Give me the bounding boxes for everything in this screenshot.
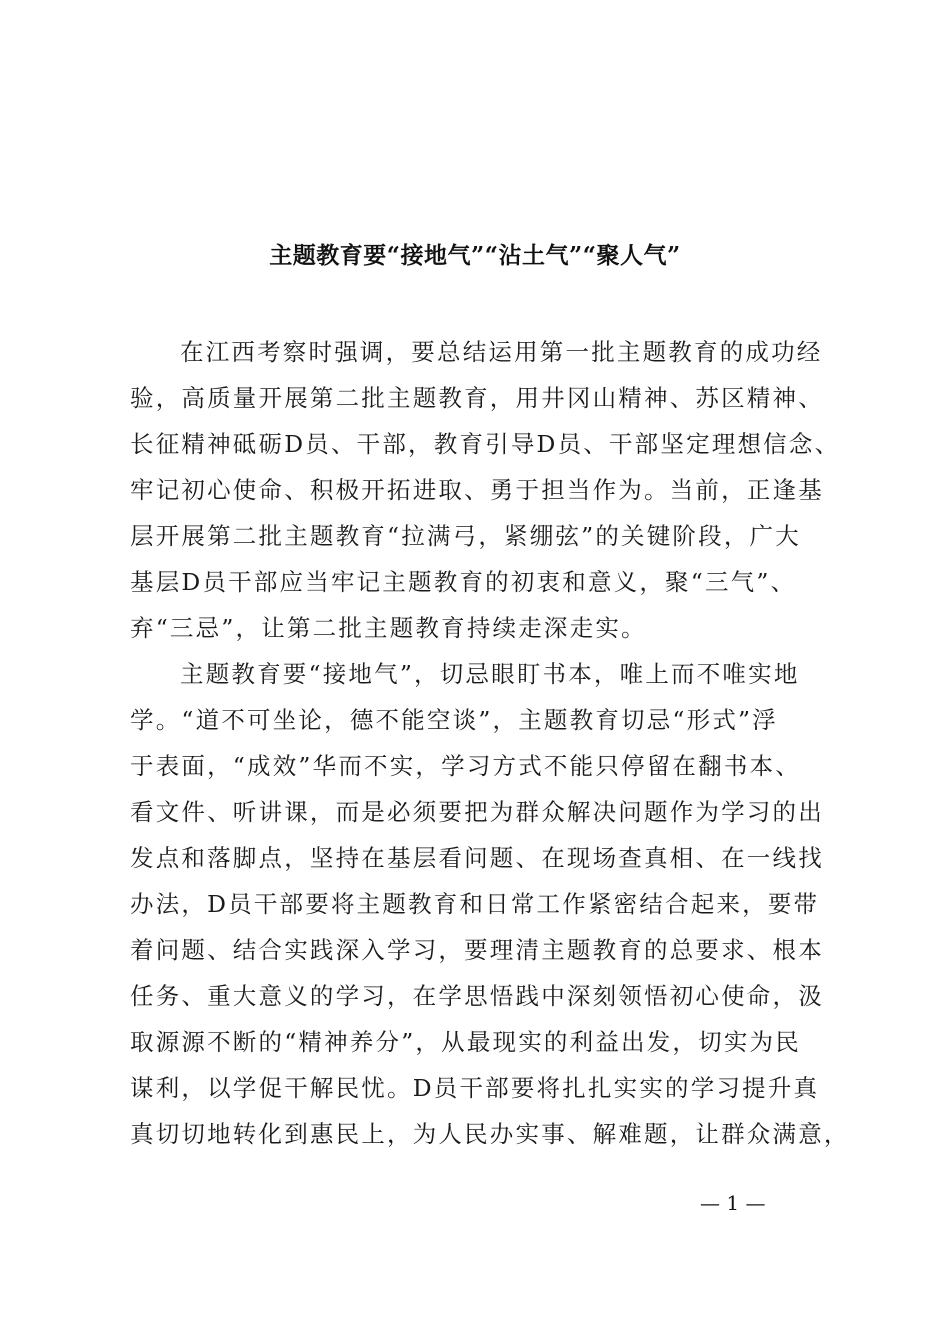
body-line: 长征精神砥砺D员、干部，教育引导D员、干部坚定理想信念、 <box>130 430 841 458</box>
body-line: 发点和落脚点，坚持在基层看问题、在现场查真相、在一线找 <box>130 844 824 872</box>
body-line: 办法，D员干部要将主题教育和日常工作紧密结合起来，要带 <box>130 890 820 918</box>
document-body <box>130 333 850 1161</box>
body-line: 真切切地转化到惠民上，为人民办实事、解难题，让群众满意， <box>130 1120 850 1148</box>
body-line: 看文件、听讲课，而是必须要把为群众解决问题作为学习的出 <box>130 798 824 826</box>
body-line: 谋利，以学促干解民忧。D员干部要将扎扎实实的学习提升真 <box>130 1074 820 1102</box>
body-line: 验，高质量开展第二批主题教育，用井冈山精神、苏区精神、 <box>130 384 824 412</box>
page-number: — 1 — <box>700 1191 766 1215</box>
body-line: 着问题、结合实践深入学习，要理清主题教育的总要求、根本 <box>130 936 824 964</box>
body-line: 取源源不断的“精神养分”，从最现实的利益出发，切实为民 <box>130 1028 801 1056</box>
body-line: 层开展第二批主题教育“拉满弓，紧绷弦”的关键阶段，广大 <box>130 522 801 550</box>
body-line: 在江西考察时强调，要总结运用第一批主题教育的成功经 <box>180 338 823 366</box>
body-line: 牢记初心使命、积极开拓进取、勇于担当作为。当前，正逢基 <box>130 476 824 504</box>
body-line: 于表面，“成效”华而不实，学习方式不能只停留在翻书本、 <box>130 752 801 780</box>
body-line: 学。“道不可坐论，德不能空谈”，主题教育切忌“形式”浮 <box>130 706 778 734</box>
body-line: 主题教育要“接地气”，切忌眼盯书本，唯上而不唯实地 <box>180 660 800 688</box>
body-line: 弃“三忌”，让第二批主题教育持续走深走实。 <box>130 614 647 642</box>
body-line: 任务、重大意义的学习，在学思悟践中深刻领悟初心使命，汲 <box>130 982 824 1010</box>
body-line: 基层D员干部应当牢记主题教育的初衷和意义，聚“三气”、 <box>130 568 797 596</box>
document-title: 主题教育要“接地气”“沾土气”“聚人气” <box>269 242 681 269</box>
